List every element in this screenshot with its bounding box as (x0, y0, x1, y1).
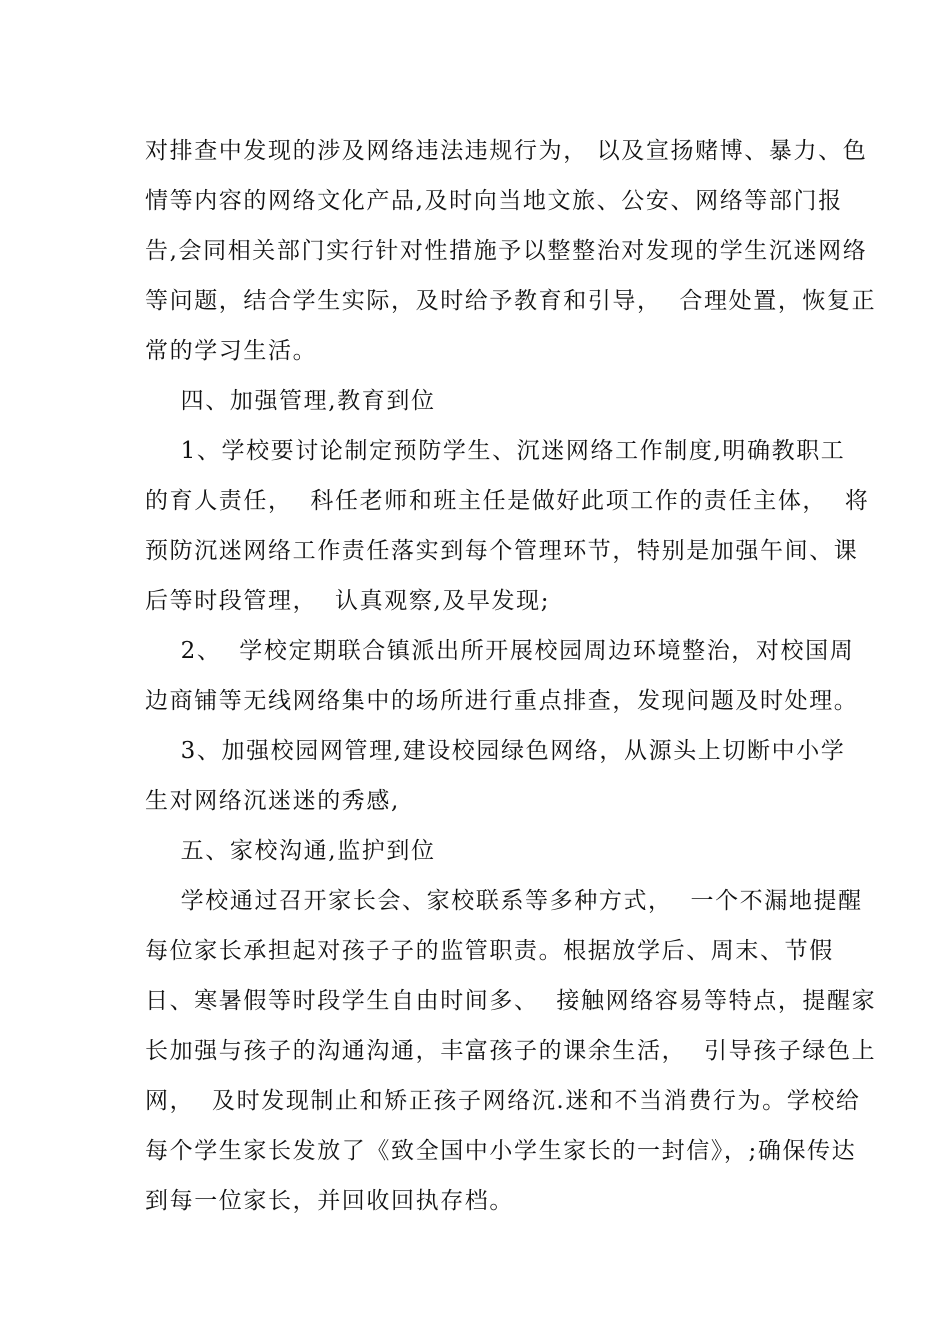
text-line: 每位家长承担起对孩子子的监管职责。根据放学后、周末、节假 (145, 938, 834, 964)
text-line: 情等内容的网络文化产品,及时向当地文旅、公安、网络等部门报 (145, 188, 843, 214)
document-body (145, 126, 877, 1226)
text-line: 每个学生家长发放了《致全国中小学生家长的一封信》，;确保传达 (145, 1138, 857, 1164)
text-line: 2、 学校定期联合镇派出所开展校园周边环境整治，对校国周 (145, 638, 855, 664)
text-line: 预防沉迷网络工作责任落实到每个管理环节，特别是加强午间、课 (145, 538, 859, 564)
text-line: 等问题，结合学生实际，及时给予教育和引导， 合理处置，恢复正 (145, 288, 877, 314)
section-heading-4: 四、加强管理,教育到位 (145, 388, 436, 414)
text-line: 学校通过召开家长会、家校联系等多种方式， 一个不漏地提醒 (145, 888, 863, 914)
text-line: 到每一位家长，并回收回执存档。 (145, 1188, 514, 1214)
text-line: 常的学习生活。 (145, 338, 318, 364)
text-line: 网， 及时发现制止和矫正孩子网络沉.迷和不当消费行为。学校给 (145, 1088, 861, 1114)
text-line: 边商铺等无线网络集中的场所进行重点排查，发现问题及时处理。 (145, 688, 859, 714)
text-line: 生对网络沉迷迷的秀感, (145, 788, 400, 814)
text-line: 的育人责任， 科任老师和班主任是做好此项工作的责任主体， 将 (145, 488, 870, 514)
text-line: 日、寒暑假等时段学生自由时间多、 接触网络容易等特点，提醒家 (145, 988, 877, 1014)
section-heading-5: 五、家校沟通,监护到位 (145, 838, 436, 864)
text-line: 告,会同相关部门实行针对性措施予以整整治对发现的学生沉迷网络 (145, 238, 868, 264)
text-line: 长加强与孩子的沟通沟通，丰富孩子的课余生活， 引导孩子绿色上 (145, 1038, 877, 1064)
text-line: 1、学校要讨论制定预防学生、沉迷网络工作制度,明确教职工 (145, 438, 846, 464)
text-line: 3、加强校园网管理,建设校园绿色网络，从源头上切断中小学 (145, 738, 846, 764)
text-line: 后等时段管理， 认真观察,及早发现; (145, 588, 551, 614)
text-line: 对排查中发现的涉及网络违法违规行为， 以及宣扬赌博、暴力、色 (145, 138, 868, 164)
